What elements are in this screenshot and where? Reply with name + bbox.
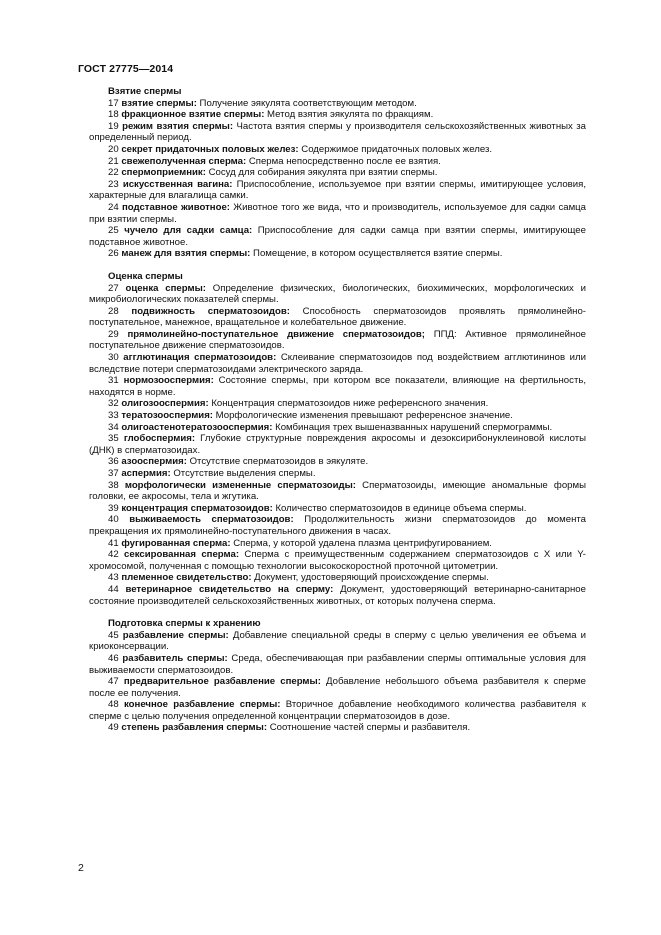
term-name: олигоастенотератозооспермия:	[121, 421, 273, 433]
term-name: разбавитель спермы:	[122, 652, 228, 664]
term-definition: ППД: Активное прямолинейное поступательное движение сперматозоидов.	[89, 328, 586, 352]
term-entry	[89, 722, 586, 734]
section-heading: Оценка спермы	[108, 270, 183, 282]
section-gap	[89, 607, 586, 618]
term-definition: Сосуд для собирания эякулята при взятии спермы.	[205, 167, 438, 179]
term-name: сексированная сперма:	[124, 549, 240, 561]
term-number: 23	[108, 178, 119, 190]
term-definition: Добавление специальной среды в сперму с целью увеличения ее объема и криоконсервации.	[89, 629, 586, 653]
term-definition: Вторичное добавление необходимого количества разбавителя к сперме с целью получения определенной концентрации сперматозоидов в дозе.	[89, 699, 586, 722]
term-number: 25	[108, 225, 119, 237]
term-definition: Среда, обеспечивающая при разбавлении спермы оптимальные условия для выживаемости сперматозоидов.	[89, 652, 586, 676]
term-name: подвижность сперматозоидов:	[131, 305, 290, 317]
term-number: 48	[108, 699, 119, 711]
term-number: 37	[108, 468, 119, 479]
section-heading: Подготовка спермы к хранению	[108, 618, 261, 630]
term-name: секрет придаточных половых желез:	[121, 143, 299, 155]
term-number: 27	[108, 282, 119, 294]
term-definition: Сперма с преимущественным содержанием сперматозоидов с X или Y-хромосомой, полученная с помощью технологии высокоскоростной проточной цитометрии.	[89, 549, 586, 572]
term-definition: Способность сперматозоидов проявлять прямолинейно-поступательное, манежное, вращательное и колебательное движение.	[89, 305, 587, 329]
term-entry	[89, 468, 586, 480]
term-name: степень разбавления спермы:	[121, 722, 268, 734]
term-definition: Сперма непосредственно после ее взятия.	[246, 155, 441, 167]
term-number: 43	[108, 572, 119, 584]
term-definition: Соотношение частей спермы и разбавителя.	[267, 722, 471, 734]
page-number: 2	[78, 862, 84, 874]
term-number: 18	[108, 109, 119, 121]
term-entry	[89, 398, 586, 410]
term-entry	[89, 630, 586, 653]
term-number: 24	[108, 201, 119, 213]
term-name: аспермия:	[121, 468, 171, 479]
term-number: 39	[108, 502, 119, 514]
term-entry	[89, 538, 586, 550]
term-number: 21	[108, 155, 119, 167]
term-name: искусственная вагина:	[122, 178, 233, 190]
term-definition: Склеивание сперматозоидов под воздействием агглютининов или вследствие потери сперматозоидами электрического заряда.	[89, 352, 586, 375]
term-name: тератозооспермия:	[121, 410, 213, 422]
term-definition: Состояние спермы, при котором все показатели, влияющие на фертильность, находятся в норме.	[89, 375, 586, 398]
term-name: олигозооспермия:	[121, 398, 209, 410]
term-number: 46	[108, 652, 119, 664]
term-definition: Морфологические изменения превышают референсное значение.	[213, 410, 513, 422]
term-definition: Животное того же вида, что и производитель, используемое для садки самца при взятии спермы.	[89, 201, 587, 225]
term-name: спермоприемник:	[121, 167, 206, 179]
term-name: свежеполученная сперма:	[121, 155, 247, 167]
term-entry	[89, 179, 586, 202]
term-definition: Отсутствие выделения спермы.	[170, 468, 316, 479]
term-entry	[89, 572, 586, 584]
term-number: 34	[108, 421, 119, 433]
term-entry	[89, 653, 586, 676]
term-number: 44	[108, 583, 119, 595]
term-name: нормозооспермия:	[123, 375, 214, 387]
term-entry	[89, 480, 586, 503]
term-definition: Содержимое придаточных половых желез.	[298, 143, 493, 155]
term-number: 47	[108, 676, 119, 688]
term-entry	[89, 422, 586, 434]
term-name: взятие спермы:	[121, 97, 197, 109]
term-definition: Сперматозоиды, имеющие аномальные формы головки, ее акросомы, тела и жгутика.	[89, 479, 586, 503]
term-definition: Помещение, в котором осуществляется взятие спермы.	[250, 248, 503, 260]
term-definition: Документ, удостоверяющий происхождение спермы.	[251, 572, 489, 584]
term-definition: Документ, удостоверяющий ветеринарно-санитарное состояние производителей сельскохозяйственных животных, от которых получена сперма.	[89, 583, 586, 607]
term-name: выживаемость сперматозоидов:	[129, 514, 294, 526]
term-number: 29	[108, 328, 119, 340]
term-entry	[89, 202, 586, 225]
term-definition: Отсутствие сперматозоидов в эякуляте.	[186, 456, 369, 468]
term-entry	[89, 549, 586, 572]
term-definition: Добавление небольшого объема разбавителя к сперме после ее получения.	[89, 676, 587, 699]
term-entry	[89, 306, 586, 329]
term-entry	[89, 433, 586, 456]
term-number: 42	[108, 549, 119, 561]
term-name: подставное животное:	[121, 201, 230, 213]
term-entry	[89, 375, 586, 398]
term-name: азооспермия:	[121, 456, 187, 468]
term-definition: Приспособление для садки самца при взятии спермы, имитирующее подставное животное.	[89, 225, 586, 248]
term-number: 49	[108, 722, 119, 734]
term-entry	[89, 156, 586, 168]
term-entry	[89, 352, 586, 375]
term-definition: Приспособление, используемое при взятии спермы, имитирующее условия, характерные для влагалища самки.	[89, 178, 586, 202]
term-definition: Глубокие структурные повреждения акросомы и дезоксирибонуклеиновой кислоты (ДНК) в сперматозоидах.	[89, 433, 586, 456]
term-number: 41	[108, 537, 119, 549]
term-definition: Получение эякулята соответствующим методом.	[196, 97, 417, 109]
term-definition: Продолжительность жизни сперматозоидов до момента прекращения их прямолинейно-поступательного движения в часах.	[89, 514, 586, 537]
term-name: морфологически измененные сперматозоиды:	[124, 479, 356, 491]
term-name: режим взятия спермы:	[122, 120, 234, 132]
term-entry	[89, 456, 586, 468]
term-entry	[89, 121, 586, 144]
term-entry	[89, 283, 586, 306]
term-name: ветеринарное свидетельство на сперму:	[125, 583, 334, 595]
term-entry	[89, 248, 586, 260]
term-name: глобоспермия:	[123, 433, 196, 445]
section-gap	[89, 260, 586, 271]
term-name: оценка спермы:	[125, 282, 206, 294]
term-name: конечное разбавление спермы:	[123, 699, 281, 711]
term-number: 17	[108, 97, 119, 109]
term-definition: Метод взятия эякулята по фракциям.	[264, 109, 434, 121]
document-body	[89, 86, 586, 734]
term-entry	[89, 503, 586, 515]
term-number: 30	[108, 352, 119, 364]
term-number: 45	[108, 629, 119, 641]
term-name: агглютинация сперматозоидов:	[123, 352, 277, 364]
term-definition: Определение физических, биологических, биохимических, морфологических и микробиологических показателей спермы.	[89, 282, 586, 306]
term-number: 20	[108, 143, 119, 155]
term-name: прямолинейно-поступательное движение сперматозоидов;	[127, 328, 425, 340]
term-number: 19	[108, 120, 119, 132]
term-name: предварительное разбавление спермы:	[123, 676, 321, 688]
term-name: концентрация сперматозоидов:	[121, 502, 273, 514]
term-number: 22	[108, 167, 119, 179]
term-name: чучело для садки самца:	[124, 225, 253, 237]
term-definition: Комбинация трех вышеназванных нарушений спермограммы.	[272, 421, 553, 433]
term-definition: Частота взятия спермы у производителя сельскохозяйственных животных за определенный период.	[89, 120, 587, 144]
term-entry	[89, 144, 586, 156]
term-number: 35	[108, 433, 119, 445]
term-entry	[89, 514, 586, 537]
term-entry	[89, 329, 586, 352]
term-number: 31	[108, 375, 119, 387]
term-entry	[89, 225, 586, 248]
term-entry	[89, 98, 586, 110]
term-entry	[89, 676, 586, 699]
term-entry	[89, 699, 586, 722]
term-name: племенное свидетельство:	[121, 572, 252, 584]
term-name: фракционное взятие спермы:	[121, 109, 265, 121]
term-name: манеж для взятия спермы:	[121, 248, 251, 260]
term-entry	[89, 167, 586, 179]
term-name: разбавление спермы:	[122, 629, 229, 641]
term-entry	[89, 109, 586, 121]
term-entry	[89, 410, 586, 422]
term-number: 38	[108, 479, 119, 491]
section-heading: Взятие спермы	[108, 86, 182, 97]
term-definition: Сперма, у которой удалена плазма центрифугированием.	[230, 537, 492, 549]
term-entry	[89, 584, 586, 607]
term-number: 28	[108, 305, 119, 317]
term-number: 32	[108, 398, 119, 410]
document-header: ГОСТ 27775—2014	[78, 63, 174, 75]
term-number: 26	[108, 248, 119, 260]
term-name: фугированная сперма:	[121, 537, 231, 549]
term-number: 36	[108, 456, 119, 468]
term-number: 40	[108, 514, 119, 526]
term-definition: Концентрация сперматозоидов ниже референсного значения.	[208, 398, 489, 410]
term-definition: Количество сперматозоидов в единице объема спермы.	[272, 502, 527, 514]
term-number: 33	[108, 410, 119, 422]
